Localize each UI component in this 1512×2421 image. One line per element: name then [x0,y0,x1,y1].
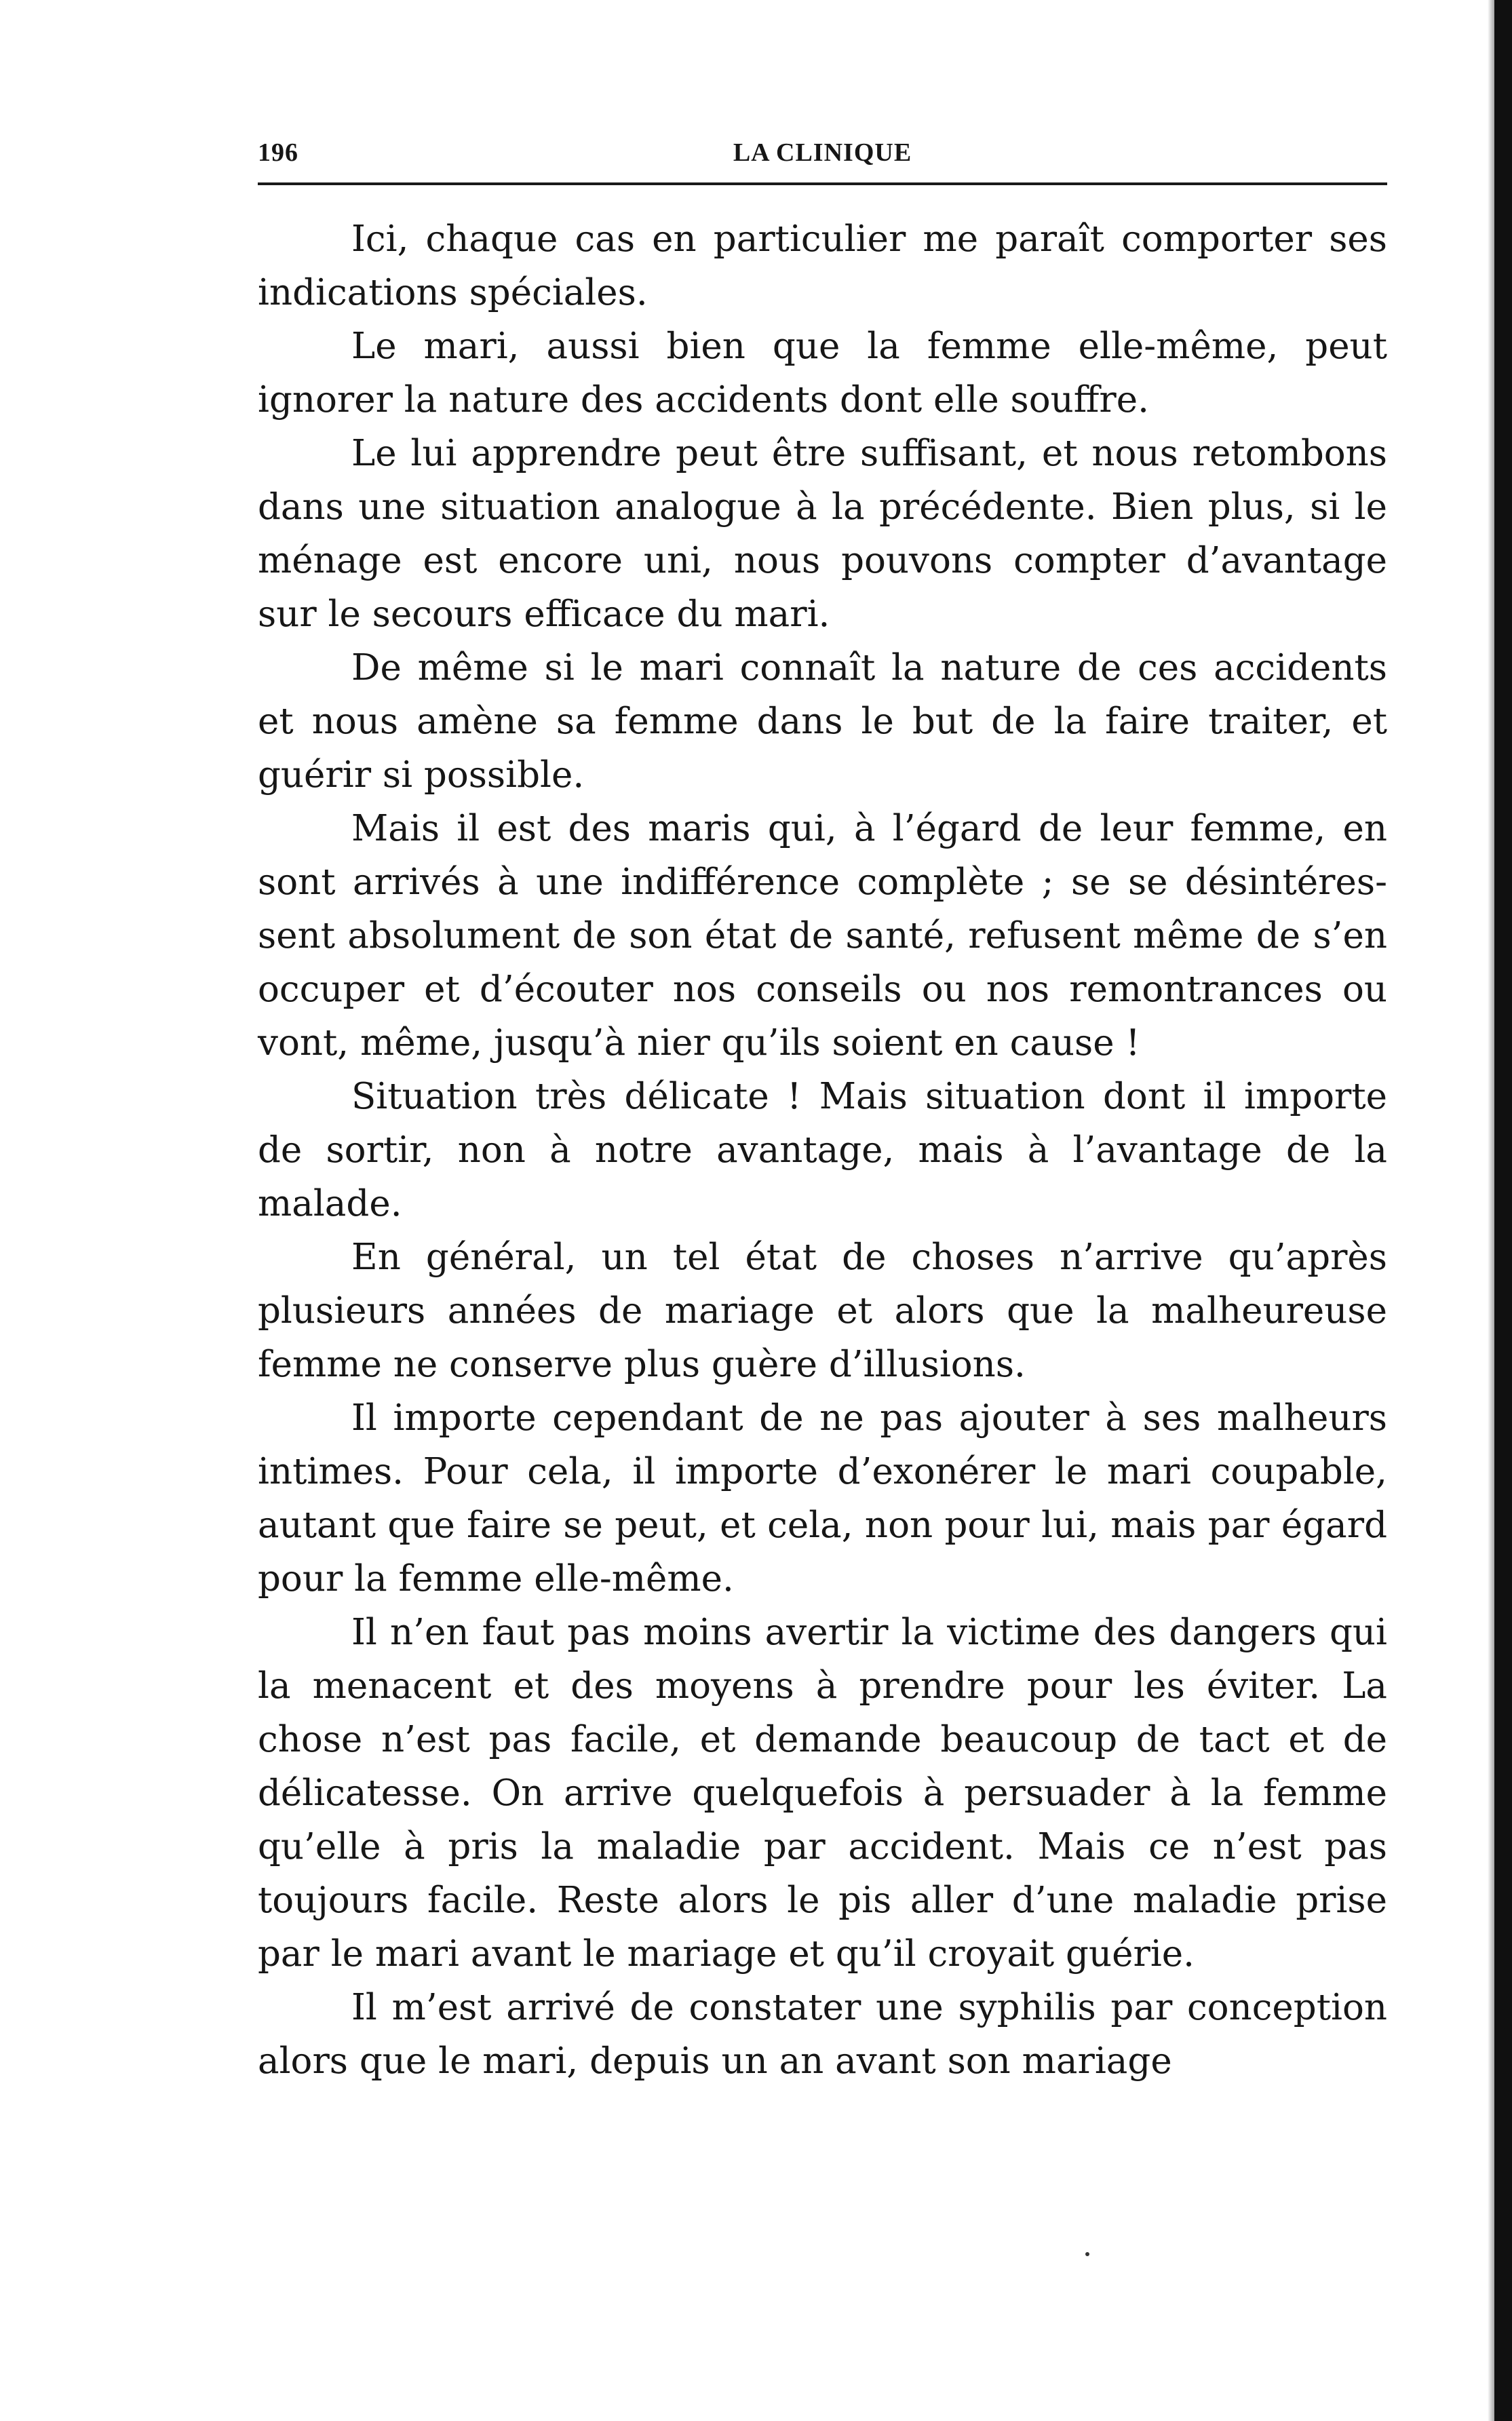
header-rule [258,182,1387,185]
body-text [258,212,1387,2088]
paragraph: De même si le mari connaît la nature de ces accidents et nous amène sa femme dans le but de la faire traiter, et guérir si possible. [258,647,1387,796]
paragraph: Il m’est arrivé de constater une syphilis par conception alors que le mari, depuis un an avant son mariage [258,1987,1387,2082]
paragraph: Il importe cependant de ne pas ajouter à ses malheurs intimes. Pour cela, il importe d’exonérer le mari coupable, autant que faire se peut, et cela, non pour lui, mais par égard pour la femme elle-même. [258,1397,1387,1600]
paragraph: En général, un tel état de choses n’arrive qu’après plusieurs années de mariage et alors que la malheureuse femme ne conserve plus guère d’illusions. [258,1237,1387,1385]
paragraph: Le mari, aussi bien que la femme elle-même, peut ignorer la nature des accidents dont elle souffre. [258,326,1387,421]
paragraph: Il n’en faut pas moins avertir la victime des dangers qui la menacent et des moyens à prendre pour les éviter. La chose n’est pas facile, et demande beaucoup de tact et de délicatesse. On arrive quelquefois à persuader à la femme qu’elle à pris la maladie par accident. Mais ce n’est pas toujours facile. Reste alors le pis aller d’une maladie prise par le mari avant le mariage et qu’il croyait guérie. [258,1612,1387,1975]
book-page [258,132,1387,2088]
running-title: LA CLINIQUE [733,138,912,167]
running-head [258,132,1387,173]
paragraph: Ici, chaque cas en particulier me paraît comporter ses indications spéciales. [258,218,1387,313]
paragraph: Mais il est des maris qui, à l’égard de leur femme, en sont arrivés à une indifférence complète ; se se désintéressent absolument de son état de santé, refusent même de s’en occuper et d’écouter nos conseils ou nos remontrances ou vont, même, jusqu’à nier qu’ils soient en cause ! [258,808,1387,1064]
page-number: 196 [258,138,298,167]
scan-edge-shadow [1488,0,1494,2421]
paragraph: Le lui apprendre peut être suffisant, et nous retombons dans une situation analogue à la précédente. Bien plus, si le ménage est encore uni, nous pouvons compter d’avantage sur le secours efficace du mari. [258,433,1387,635]
scan-page-edge [1494,0,1512,2421]
scan-speck [1085,2252,1089,2256]
paragraph: Situation très délicate ! Mais situation dont il importe de sortir, non à notre avantage, mais à l’avantage de la malade. [258,1076,1387,1224]
